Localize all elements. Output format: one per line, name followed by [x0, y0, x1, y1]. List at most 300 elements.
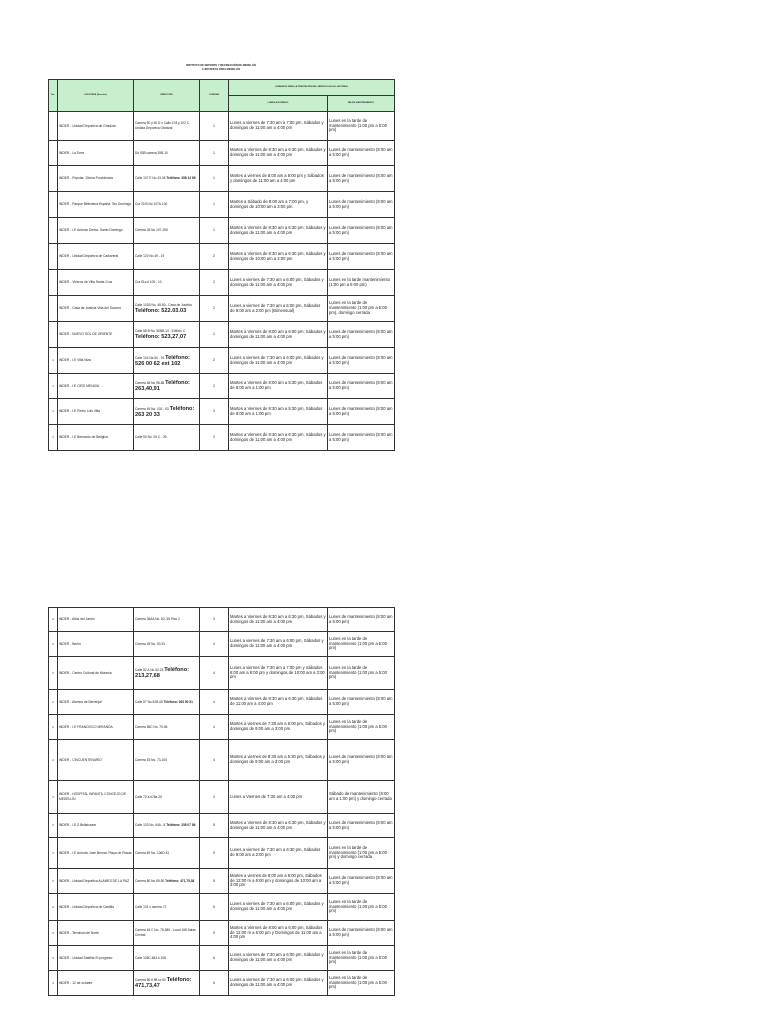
maintenance-day-cell — [328, 348, 395, 374]
maintenance-day: Lunes en la tarde de mantenimiento (1:00 pm a 5:00 pm) — [329, 718, 387, 734]
comuna: 6 — [213, 980, 215, 985]
address: Carrera 28 No 107-295 — [135, 228, 168, 233]
ludoteka-name-cell — [58, 374, 134, 399]
address-cell — [134, 374, 200, 399]
schedule: Martes a viernes de 8:30 am a 5:30 pm, Sábados y domingos de 9:00 am a 3:00 pm — [230, 754, 325, 764]
row-number-cell — [49, 781, 58, 814]
address-cell — [134, 657, 200, 690]
comuna-cell — [200, 608, 229, 632]
ludoteka-name-cell — [58, 425, 134, 451]
address: Carrera 50 y 50 D x Calle 103 y 102 C. Unidad Deportiva Granizal — [135, 121, 190, 130]
comuna-cell — [200, 781, 229, 814]
address-cell — [134, 425, 200, 451]
ludoteka-name: INDER - I.E Pedro Luis Villa — [59, 409, 100, 414]
table-row — [49, 192, 395, 218]
ludoteka-name-cell — [58, 348, 134, 374]
schedule: Martes a Viernes de 8:00 am a 5:30 pm, Sábados de 8:00 am a 1:00 pm — [230, 380, 323, 390]
phone-number: Teléfono: 213,27,68 — [135, 667, 190, 679]
comuna-cell — [200, 690, 229, 715]
comuna-cell — [200, 971, 229, 996]
ludoteka-name: INDER - Casa de Justicia Villa del Socorro — [59, 306, 122, 311]
maintenance-day-cell — [328, 608, 395, 632]
maintenance-day-cell — [328, 322, 395, 348]
row-number: 2 — [52, 641, 54, 646]
address-cell — [134, 781, 200, 814]
phone-number: Teléfono: 523,27,07 — [135, 333, 187, 340]
ludotekas-table-1 — [48, 79, 395, 451]
maintenance-day: Lunes de mantenimiento (8:00 am a 5:00 pm) — [329, 380, 393, 390]
maintenance-day: Lunes de mantenimiento (8:00 am a 5:00 pm) — [329, 198, 393, 209]
maintenance-day-cell — [328, 425, 395, 451]
ludoteka-name-cell — [58, 141, 134, 166]
row-number: 2 — [52, 794, 54, 799]
row-number: 1 — [52, 435, 54, 440]
address-cell — [134, 192, 200, 218]
row-number-cell — [49, 141, 58, 166]
schedule-cell — [229, 869, 328, 894]
comuna-cell — [200, 632, 229, 657]
address: Calle 101 x carrera 72 — [135, 904, 167, 909]
maintenance-day: Lunes en la tarde de mantenimiento (1:00 pm a 5:00 pm) — [329, 117, 387, 133]
maintenance-day: Lunes de mantenimiento (8:00 am a 5:00 pm) — [329, 328, 393, 339]
maintenance-day-cell — [328, 869, 395, 894]
ludoteka-name: INDER - Unidad Deportiva ALAMES DE LA PAZ — [59, 878, 130, 883]
ludoteka-name-cell — [58, 608, 134, 632]
comuna-cell — [200, 894, 229, 921]
schedule-cell — [229, 270, 328, 296]
row-number: 1 — [52, 358, 54, 363]
address: Carrera 49 No. 102 - 93 — [135, 406, 169, 411]
ludoteka-name-cell — [58, 869, 134, 894]
row-number-cell — [49, 715, 58, 740]
row-number: 2 — [52, 878, 54, 883]
schedule: Lunes a viernes de 7:30 am a 6:00 pm, Sábados y domingos de 11:00 am a 4:00 pm — [230, 901, 324, 911]
row-number-cell — [49, 296, 58, 322]
address: Carrera 53 No. 73-105 — [135, 757, 167, 762]
table-row — [49, 946, 395, 971]
phone-number: Teléfono: 263 90 51 — [163, 699, 193, 704]
table-row — [49, 141, 395, 166]
comuna: 4 — [213, 699, 215, 704]
comuna: 3 — [213, 617, 215, 622]
maintenance-day-cell — [328, 270, 395, 296]
comuna: 5 — [213, 878, 215, 883]
maintenance-day: Lunes de mantenimiento (8:00 am a 5:00 pm) — [329, 875, 393, 885]
address-cell — [134, 921, 200, 946]
comuna-cell — [200, 348, 229, 374]
schedule-cell — [229, 374, 328, 399]
schedule-cell — [229, 657, 328, 690]
address: Calle 58 B No. 50BB-10 - Edificio C — [135, 329, 186, 334]
row-number-cell — [49, 425, 58, 451]
ludoteka-name: INDER - Unidad Satélite El progreso — [59, 955, 113, 960]
row-number: 2 — [52, 757, 54, 762]
phone-number: Teléfono: 471,75,38 — [165, 878, 195, 883]
ludoteka-name-cell — [58, 632, 134, 657]
schedule-cell — [229, 166, 328, 192]
comuna-cell — [200, 838, 229, 869]
comuna-cell — [200, 141, 229, 166]
schedule-cell — [229, 632, 328, 657]
row-number-cell — [49, 244, 58, 270]
address-cell — [134, 690, 200, 715]
schedule-cell — [229, 971, 328, 996]
maintenance-day: Lunes de mantenimiento (8:00 am a 5:00 pm) — [329, 172, 393, 183]
maintenance-day: Lunes en la tarde de mantenimiento (1:00 pm a 5:00 pm) — [329, 635, 387, 651]
ludoteka-name: INDER - Unidad Deportiva de Cañaveral — [59, 254, 119, 259]
schedule: Martes a Viernes de 8:00 am a 6:00 pm, Sábados de 12:00 m a 6:00 pm y Domingos de 11:00 am a 4:00 pm — [230, 924, 323, 940]
maintenance-day-cell — [328, 715, 395, 740]
address-cell — [134, 244, 200, 270]
schedule: Lunes a viernes de 7:30 am a 6:00 pm, Sábados y domingos de 11:00 am a 4:00 pm — [230, 354, 324, 365]
comuna: 2 — [213, 306, 215, 311]
row-number: 2 — [52, 670, 54, 675]
phone-number: Teléfono: 522.03.03 — [135, 307, 187, 314]
address-cell — [134, 348, 200, 374]
row-number-cell — [49, 740, 58, 781]
schedule: Martes a Viernes de 8:00 am a 6:00 pm, Sábados y domingos de 11:00 am a 4:00 pm — [230, 328, 326, 339]
ludoteka-name-cell — [58, 814, 134, 838]
schedule: Martes a Viernes de 8:30 am a 5:30 pm, Sábados de 8:00 am a 1:00 pm — [230, 405, 323, 416]
ludoteka-name-cell — [58, 921, 134, 946]
maintenance-day-cell — [328, 838, 395, 869]
schedule: Martes a Viernes de 8:30 am a 6:30 pm, Sábados y domingos de 11:00 am a 4:00 pm — [230, 224, 326, 235]
maintenance-day: Lunes de mantenimiento (8:00 am a 5:00 pm) — [329, 354, 393, 365]
row-number-cell — [49, 869, 58, 894]
schedule: Martes a Viernes de 8:30 am a 6:30 pm, Sábados y domingos de 11:00 am a 4:00 pm — [230, 613, 326, 624]
schedule-cell — [229, 894, 328, 921]
row-number: 2 — [52, 823, 54, 828]
header-direccion: DIRECCIÓN — [134, 80, 200, 112]
maintenance-day: Lunes en la tarde de mantenimiento (1:00 pm a 5:00 pm) — [329, 949, 387, 965]
address-cell — [134, 608, 200, 632]
address-cell — [134, 166, 200, 192]
comuna-cell — [200, 218, 229, 244]
address-cell — [134, 869, 200, 894]
ludoteka-name: INDER - I.E Antonio José Bernal- Playa de Rosas — [59, 850, 132, 855]
schedule: Lunes a viernes de 7:30 am a 6:00 pm, Sábados y domingos de 11:00 am a 4:00 pm — [230, 952, 324, 962]
address: Calle 90 No. 26 C - 39 — [135, 435, 167, 440]
schedule: Lunes a viernes de 7:30 am a 6:30 pm, Sábados de 8:00 am a 2:00 pm — [230, 847, 321, 857]
table-row — [49, 814, 395, 838]
ludoteka-name: INDER - I.E.Z Bellalcazar — [59, 823, 97, 828]
address-cell — [134, 141, 200, 166]
table-row — [49, 781, 395, 814]
address: Carrera 45 No. 90-51 — [135, 641, 166, 646]
table-row — [49, 869, 395, 894]
phone-number: Teléfono: 526 00 62 ext 102 — [135, 354, 190, 367]
address: Calle 103 No. 64A - 8 — [135, 823, 166, 828]
row-number: 3 — [52, 980, 54, 985]
header-dia-mantenimiento: DÍA DE MANTENIMIENTO — [328, 96, 395, 112]
phone-number: Teléfono: 263 20 33 — [135, 405, 195, 418]
comuna: 2 — [213, 254, 215, 259]
comuna-cell — [200, 322, 229, 348]
schedule-cell — [229, 740, 328, 781]
row-number-cell — [49, 270, 58, 296]
maintenance-day-cell — [328, 946, 395, 971]
address-cell — [134, 971, 200, 996]
address: Carrera 48 No 98-88 — [135, 381, 165, 385]
maintenance-day: Lunes de mantenimiento (8:00 am a 5:00 pm) — [329, 613, 393, 624]
row-number-cell — [49, 632, 58, 657]
row-number: 2 — [52, 699, 54, 704]
ludoteka-name: INDER - Altos del Jardín — [59, 617, 95, 622]
schedule-cell — [229, 296, 328, 322]
maintenance-day-cell — [328, 218, 395, 244]
maintenance-day: Lunes en la tarde mantenimiento (1:00 pm a 5:00 pm) — [329, 276, 390, 287]
ludoteka-name-cell — [58, 946, 134, 971]
comuna: 2 — [213, 383, 215, 388]
schedule: Lunes a viernes de 7:30 am a 7:00 pm, Sábados y domingos de 11:00 am a 4:00 pm — [230, 120, 324, 130]
table-row — [49, 399, 395, 425]
table-row — [49, 657, 395, 690]
ludotekas-table-2 — [48, 607, 395, 996]
table-row — [49, 270, 395, 296]
comuna: 4 — [213, 724, 215, 729]
maintenance-day-cell — [328, 781, 395, 814]
address: Calle 72 a #78a-25 — [135, 794, 162, 799]
row-number: 1 — [52, 383, 54, 388]
phone-number: Teléfono: 358 12 89 — [166, 176, 196, 181]
address-cell — [134, 399, 200, 425]
table-row — [49, 715, 395, 740]
address-cell — [134, 715, 200, 740]
ludoteka-name-cell — [58, 657, 134, 690]
comuna-cell — [200, 296, 229, 322]
header-comuna: COMUNA — [200, 80, 229, 112]
schedule-cell — [229, 322, 328, 348]
doc-title-line1: INSTITUTO DE DEPORTE Y RECREACIÓN DE MEDELLÍN — [185, 64, 257, 67]
address-cell — [134, 740, 200, 781]
row-number-cell — [49, 374, 58, 399]
schedule-cell — [229, 690, 328, 715]
ludoteka-name: INDER - Popular- Divina Providencia — [59, 176, 113, 181]
maintenance-day-cell — [328, 141, 395, 166]
row-number-cell — [49, 218, 58, 244]
maintenance-day-cell — [328, 399, 395, 425]
schedule-cell — [229, 715, 328, 740]
maintenance-day: Lunes de mantenimiento (8:00 am a 5:00 pm) — [329, 405, 393, 416]
schedule-cell — [229, 112, 328, 141]
comuna: 5 — [213, 930, 215, 935]
ludoteka-name-cell — [58, 971, 134, 996]
comuna: 5 — [213, 904, 215, 909]
ludoteka-name: INDER - Viveros de Villa Santa Cruz — [59, 280, 113, 285]
ludoteka-name-cell — [58, 781, 134, 814]
row-number: 2 — [52, 904, 54, 909]
ludoteka-name: INDER - Unidad Deportiva de Granizal — [59, 123, 116, 128]
maintenance-day: Lunes de mantenimiento (8:00 am a 5:00 pm) — [329, 754, 393, 764]
schedule: Lunes a viernes de 7:30 am a 6:00 pm, Sábados y domingos de 11:00 am a 4:00 pm — [230, 276, 324, 287]
table-row — [49, 632, 395, 657]
comuna: 5 — [213, 850, 215, 855]
schedule: Lunes a viernes de 7:30 am a 5:00 pm, Sábados de 8:00 am a 2:00 pm (Bimensual) — [230, 302, 321, 313]
ludoteka-name-cell — [58, 322, 134, 348]
address-cell — [134, 322, 200, 348]
maintenance-day-cell — [328, 814, 395, 838]
comuna: 1 — [213, 150, 215, 155]
comuna: 1 — [213, 123, 215, 128]
maintenance-day: Lunes de mantenimiento (8:00 am a 5:00 pm) — [329, 224, 393, 235]
comuna-cell — [200, 244, 229, 270]
table-row — [49, 690, 395, 715]
address: Carrera 64 C No. 78-580 - Local 168 Salas Central — [135, 928, 196, 937]
ludoteka-name-cell — [58, 218, 134, 244]
row-number-cell — [49, 348, 58, 374]
maintenance-day-cell — [328, 657, 395, 690]
comuna-cell — [200, 946, 229, 971]
maintenance-day-cell — [328, 112, 395, 141]
table-row — [49, 218, 395, 244]
address-cell — [134, 296, 200, 322]
address: Calle 87 No 52B-06 — [135, 699, 163, 704]
table-row — [49, 740, 395, 781]
table-row — [49, 608, 395, 632]
row-number-cell — [49, 838, 58, 869]
ludoteka-name: INDER - Centro Cultural de Moravia — [59, 670, 112, 675]
comuna-cell — [200, 166, 229, 192]
schedule: Martes a viernes de 7:30 am a 6:00 pm, Sábados y domingos de 9:00 am a 3:00 pm — [230, 721, 325, 731]
table-row — [49, 838, 395, 869]
comuna-cell — [200, 740, 229, 781]
ludoteka-name-cell — [58, 244, 134, 270]
table-row — [49, 244, 395, 270]
schedule-cell — [229, 838, 328, 869]
maintenance-day-cell — [328, 971, 395, 996]
address: Calle 101B No. 48-80 - Casa de Justicia — [135, 303, 192, 308]
row-number-cell — [49, 971, 58, 996]
table-row — [49, 296, 395, 322]
address-cell — [134, 112, 200, 141]
ludoteka-name-cell — [58, 296, 134, 322]
ludoteka-name: INDER - Parque Biblioteca España- Sto Domingo — [59, 202, 132, 207]
address: Carrera 55C No. 79-56 — [135, 724, 168, 729]
ludoteka-name: INDER - Alamos de Berrenjal — [59, 699, 102, 704]
schedule-cell — [229, 814, 328, 838]
comuna-cell — [200, 921, 229, 946]
schedule: Lunes a viernes de 7:30 am a 6:00 pm, Sábados y domingos de 11:00 am a 4:00 pm — [230, 977, 324, 987]
maintenance-day: Lunes de mantenimiento (8:00 am a 5:00 pm) — [329, 147, 393, 157]
schedule: Martes a viernes de 8:00 am a 6:00 pm, Sábados de 12:00 m a 6:00 pm y domingos de 10:00 am a 3:00 pm — [230, 872, 322, 888]
row-number-cell — [49, 814, 58, 838]
row-number: 3 — [52, 955, 54, 960]
schedule-cell — [229, 946, 328, 971]
maintenance-day-cell — [328, 921, 395, 946]
schedule-cell — [229, 141, 328, 166]
schedule-cell — [229, 608, 328, 632]
comuna-cell — [200, 869, 229, 894]
schedule-cell — [229, 244, 328, 270]
ludoteka-name-cell — [58, 399, 134, 425]
ludoteka-name: INDER - I.E CIRO MENDIA — [59, 383, 100, 388]
ludoteka-name: INDER - Terminal del Norte — [59, 930, 99, 935]
ludoteka-name-cell — [58, 166, 134, 192]
address-cell — [134, 218, 200, 244]
address-cell — [134, 270, 200, 296]
comuna: 3 — [213, 409, 215, 414]
phone-number: Teléfono: 471,73,47 — [135, 977, 192, 989]
comuna-cell — [200, 399, 229, 425]
maintenance-day-cell — [328, 192, 395, 218]
address-cell — [134, 946, 200, 971]
comuna: 1 — [213, 202, 215, 207]
row-number: 1 — [52, 409, 54, 414]
table-row — [49, 374, 395, 399]
comuna: 1 — [213, 228, 215, 233]
address: Calle 120 No 49 - 19 — [135, 254, 165, 259]
ludoteka-name: INDER - La Torre — [59, 150, 85, 155]
doc-title-line2: LUDOTEKAS PARA MEDELLÍN — [202, 67, 240, 71]
row-number-cell — [49, 399, 58, 425]
ludoteka-name: INDER - CINCUENTENARIO — [59, 757, 102, 762]
maintenance-day: Lunes en la tarde de mantenimiento (1:00 pm a 5:00 pm) y domingo cerrada — [329, 844, 387, 860]
maintenance-day: Lunes de mantenimiento (8:00 am a 5:00 pm) — [329, 696, 393, 706]
comuna-cell — [200, 112, 229, 141]
schedule: Martes a Viernes de 8:30 am a 6:30 pm, Sábados y domingos de 11:00 am a 4:00 pm — [230, 819, 326, 830]
ludoteka-name: INDER - I.E Antonio Derka- Santo Domingo — [59, 228, 123, 233]
ludoteka-name: INDER - I.E FRANCISCO MIRANDA — [59, 724, 113, 729]
address: Dir 53B carrera 39B-10 — [135, 150, 168, 155]
comuna: 4 — [213, 641, 215, 646]
comuna: 4 — [213, 794, 215, 799]
row-number: 2 — [52, 850, 54, 855]
ludoteka-name-cell — [58, 690, 134, 715]
address: Cra 33 B No 107A-100 — [135, 202, 168, 207]
header-no: No. — [49, 80, 58, 112]
schedule-cell — [229, 781, 328, 814]
table-row — [49, 322, 395, 348]
maintenance-day: Lunes de mantenimiento (8:00 am a 5:00 pm) — [329, 250, 393, 261]
ludoteka-name: INDER - 12 de octubre — [59, 980, 93, 985]
row-number: 3 — [52, 930, 54, 935]
comuna: 2 — [213, 358, 215, 363]
comuna: 4 — [213, 670, 215, 675]
row-number-cell — [49, 921, 58, 946]
table-row — [49, 425, 395, 451]
row-number-cell — [49, 112, 58, 141]
row-number: 2 — [52, 724, 54, 729]
schedule: Martes a Viernes de 8:30 am a 6:30 pm, Sábados y domingos de 10:00 am a 3:00 pm — [230, 250, 326, 261]
address-cell — [134, 838, 200, 869]
ludoteka-name-cell — [58, 740, 134, 781]
schedule: Martes a Viernes de 8:30 am a 6:30 pm, Sábados de 11:00 am a 4:00 pm — [230, 696, 323, 706]
schedule: Martes a Viernes de 8:30 am a 6:30 pm, Sábados y domingos de 11:00 am a 4:00 pm — [230, 431, 326, 442]
table-row — [49, 921, 395, 946]
row-number-cell — [49, 690, 58, 715]
row-number-cell — [49, 608, 58, 632]
schedule-cell — [229, 218, 328, 244]
ludoteka-name: INDER - Berlín — [59, 641, 81, 646]
header-ludoteka: LUDOTEKA (Sección) — [58, 80, 134, 112]
maintenance-day-cell — [328, 166, 395, 192]
schedule: Lunes a Viernes de 7:30 am a 4:00 pm — [230, 793, 303, 799]
comuna: 4 — [213, 757, 215, 762]
ludoteka-name-cell — [58, 838, 134, 869]
ludoteka-name-cell — [58, 894, 134, 921]
maintenance-day-cell — [328, 374, 395, 399]
comuna: 2 — [213, 280, 215, 285]
table-row — [49, 971, 395, 996]
schedule: Lunes a viernes de 7:30 am a 6:00 pm, Sábados y domingos de 11:00 am a 4:00 pm — [230, 638, 324, 648]
maintenance-day-cell — [328, 632, 395, 657]
comuna-cell — [200, 657, 229, 690]
maintenance-day: Lunes en la tarde de mantenimiento (1:00 pm a 5:00 pm), domingo cerrada — [329, 300, 387, 315]
address: Carrera 80 # 98 cc 50 — [135, 978, 166, 982]
maintenance-day: Lunes de mantenimiento (8:00 am a 5:00 pm) — [329, 819, 393, 830]
address: Calle 82 A No 52-25 — [135, 668, 164, 672]
schedule: Martes a viernes de 8:00 am a 6:00 pm y Sábados y domingos de 11:00 am a 4:00 pm — [230, 172, 324, 183]
